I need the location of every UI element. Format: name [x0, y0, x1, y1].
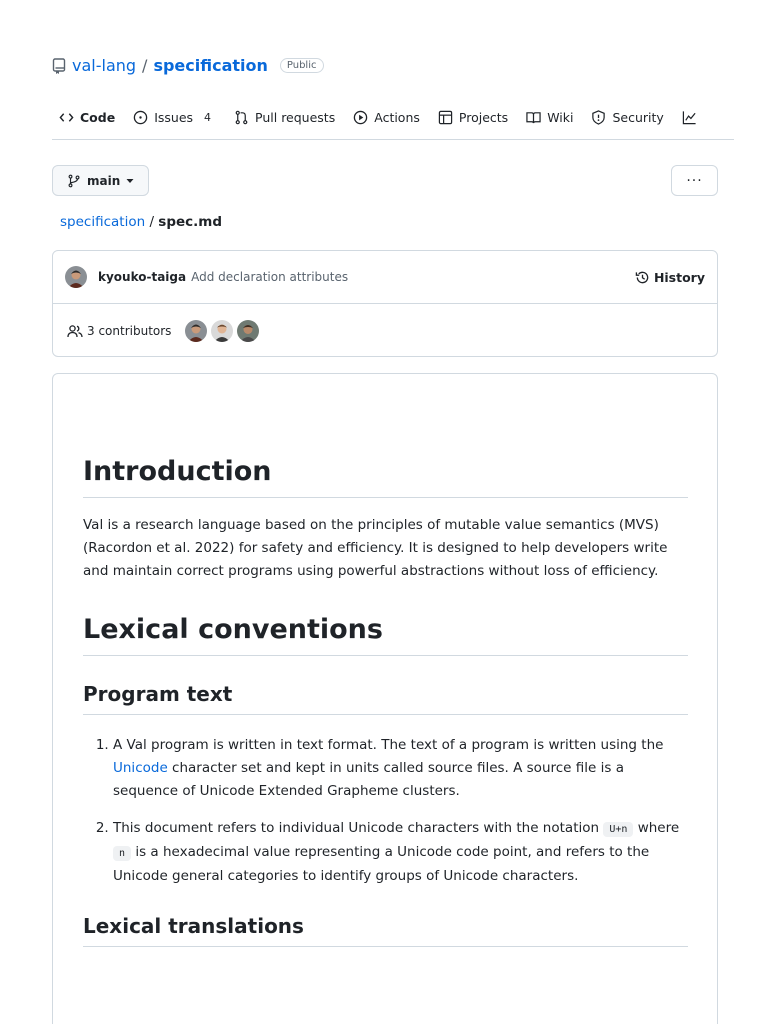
contributors-row — [53, 304, 717, 357]
tab-issues-label: Issues — [154, 110, 194, 125]
list-item — [113, 817, 688, 888]
heading-lexical-translations: Lexical translations — [83, 914, 688, 947]
commit-message-link[interactable]: Add declaration attributes — [191, 270, 349, 284]
repo-header — [52, 56, 324, 75]
branch-selector-button[interactable] — [52, 165, 149, 196]
breadcrumb-file: spec.md — [158, 214, 223, 230]
issue-icon — [133, 110, 148, 125]
branch-name: main — [87, 173, 121, 188]
history-label: History — [653, 269, 705, 285]
tab-code[interactable] — [52, 96, 126, 140]
item2-text-after: is a hexadecimal value representing a Unicode code point, and refers to the Unicode general categories to identify groups of Unicode characters. — [113, 844, 650, 884]
git-branch-icon — [67, 174, 81, 188]
repo-nav-tabs — [52, 96, 734, 140]
pull-request-icon — [234, 110, 249, 125]
avatar[interactable] — [185, 320, 207, 342]
issues-count-badge: 4 — [204, 111, 212, 124]
repo-icon — [52, 58, 66, 74]
list-item — [113, 734, 688, 803]
tab-wiki-label: Wiki — [547, 110, 574, 125]
tab-issues[interactable] — [126, 96, 227, 140]
item2-text-before: This document refers to individual Unicode characters with the notation — [113, 820, 604, 836]
visibility-badge: Public — [280, 58, 324, 73]
tab-insights[interactable] — [675, 96, 708, 140]
repo-owner-link[interactable]: val-lang — [72, 56, 137, 75]
tab-actions[interactable] — [346, 96, 431, 140]
more-options-button[interactable]: ··· — [671, 165, 718, 196]
unicode-link[interactable]: Unicode — [113, 760, 168, 776]
contributors-count-link[interactable]: 3 contributors — [87, 323, 172, 338]
graph-icon — [682, 110, 697, 125]
repo-name-link[interactable]: specification — [153, 56, 268, 75]
heading-lexical-conventions: Lexical conventions — [83, 614, 688, 656]
tab-actions-label: Actions — [374, 110, 420, 125]
avatar[interactable] — [211, 320, 233, 342]
item1-text-after: character set and kept in units called source files. A source file is a sequence of Unicode Extended Grapheme clusters. — [113, 760, 624, 799]
caret-down-icon — [126, 177, 134, 185]
play-icon — [353, 110, 368, 125]
inline-code: U+n — [603, 822, 633, 837]
tab-pull-requests[interactable] — [227, 96, 346, 140]
inline-code: n — [113, 846, 131, 861]
latest-commit-box — [52, 250, 718, 357]
item1-text-before: A Val program is written in text format. The text of a program is written using the — [113, 737, 664, 753]
repo-separator: / — [142, 56, 148, 75]
tab-projects[interactable] — [431, 96, 519, 140]
book-icon — [526, 110, 541, 125]
people-icon — [67, 324, 83, 338]
tab-security-label: Security — [612, 110, 664, 125]
breadcrumb-separator: / — [149, 214, 154, 230]
file-content — [52, 373, 718, 1024]
tab-pull-requests-label: Pull requests — [255, 110, 336, 125]
intro-paragraph: Val is a research language based on the principles of mutable value semantics (MVS) (Racordon et al. 2022) for safety and efficiency. It is designed to help developers write and maintain correct programs using powerful abstractions without loss of efficiency. — [83, 517, 668, 579]
heading-program-text: Program text — [83, 682, 688, 715]
history-button[interactable] — [635, 270, 705, 285]
tab-security[interactable] — [584, 96, 674, 140]
breadcrumb — [60, 214, 222, 230]
tab-wiki[interactable] — [519, 96, 584, 140]
tab-code-label: Code — [80, 110, 116, 125]
code-icon — [59, 110, 74, 125]
commit-author-link[interactable]: kyouko-taiga — [98, 270, 187, 284]
avatar[interactable] — [237, 320, 259, 342]
breadcrumb-repo-link[interactable]: specification — [60, 214, 146, 230]
item2-text-middle: where — [633, 820, 680, 836]
shield-icon — [591, 110, 606, 125]
table-icon — [438, 110, 453, 125]
history-icon — [635, 270, 650, 285]
heading-introduction: Introduction — [83, 456, 688, 498]
tab-projects-label: Projects — [458, 110, 509, 125]
program-text-list — [83, 734, 688, 902]
avatar[interactable] — [65, 266, 87, 288]
commit-row — [53, 251, 717, 304]
